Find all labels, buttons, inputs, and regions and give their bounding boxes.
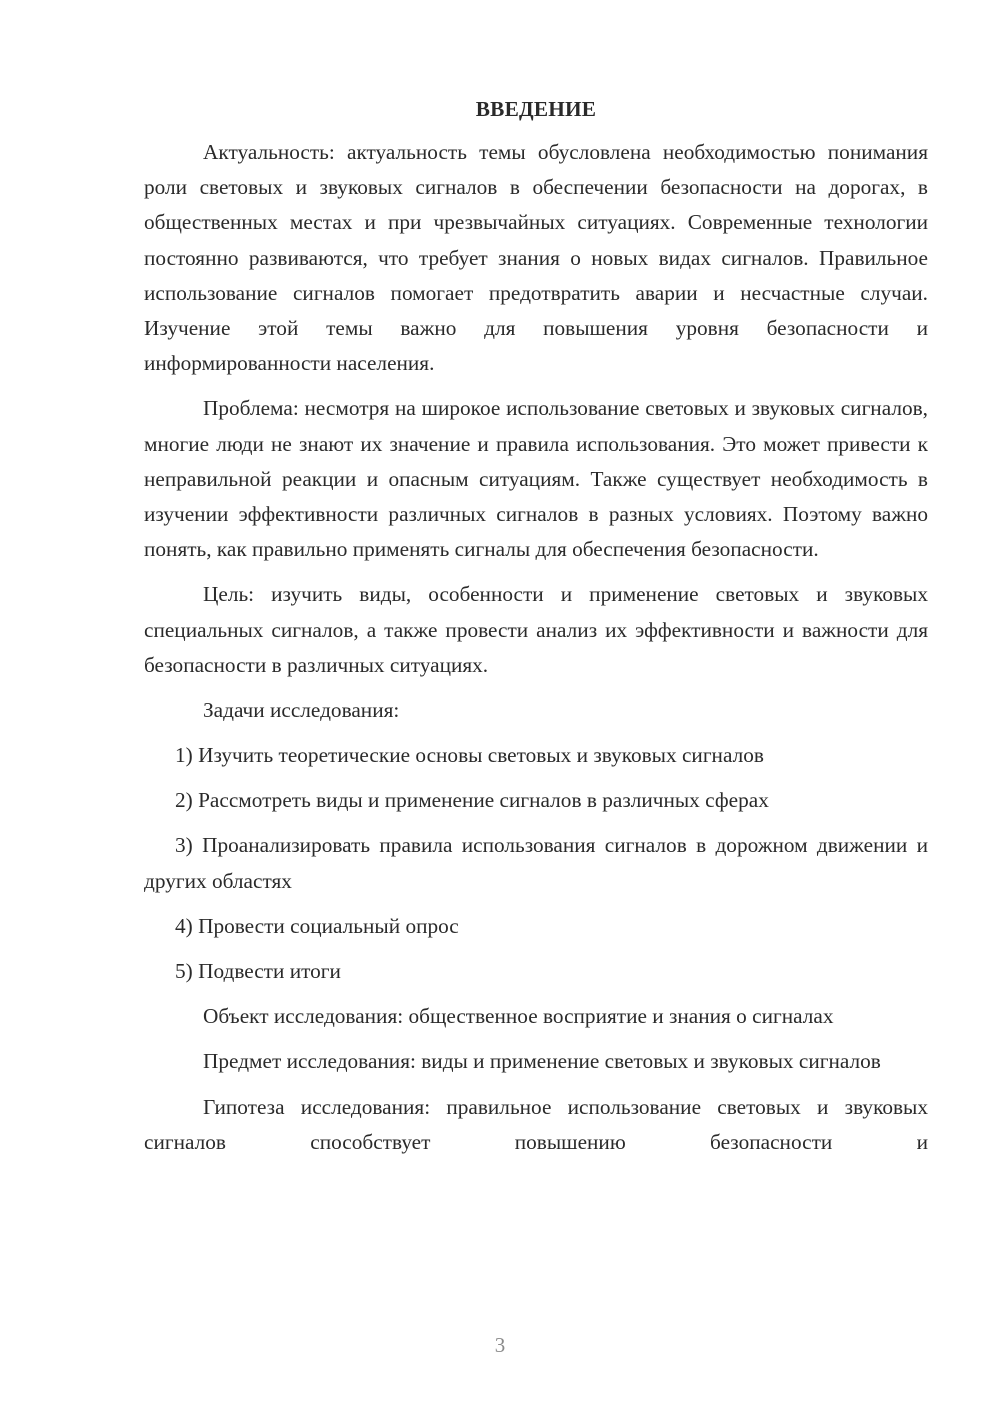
problem-paragraph: Проблема: несмотря на широкое использование световых и звуковых сигналов, многие люди не знают их значение и правила использования. Это может привести к неправильной реакции и опасным ситуациям. Также существует необходимость в изучении эффективности различных сигналов в разных условиях. Поэтому важно понять, как правильно применять сигналы для обеспечения безопасности. (144, 396, 928, 562)
task-item: 2) Рассмотреть виды и применение сигналов в различных сферах (175, 788, 769, 813)
goal-paragraph: Цель: изучить виды, особенности и применение световых и звуковых специальных сигналов, а также провести анализ их эффективности и важности для безопасности в различных ситуациях. (144, 582, 928, 677)
relevance-paragraph: Актуальность: актуальность темы обусловлена необходимостью понимания роли световых и звуковых сигналов в обеспечении безопасности на дорогах, в общественных местах и при чрезвычайных ситуациях. Современные технологии постоянно развиваются, что требует знания о новых видах сигналов. Правильное использование сигналов помогает предотвратить аварии и несчастные случаи. Изучение этой темы важно для повышения уровня безопасности и информированности населения. (144, 140, 928, 376)
document-page (144, 92, 928, 1170)
object-paragraph: Объект исследования: общественное восприятие и знания о сигналах (203, 1004, 834, 1029)
tasks-list (144, 738, 928, 989)
task-item: 1) Изучить теоретические основы световых и звуковых сигналов (175, 743, 764, 768)
hypothesis-paragraph: Гипотеза исследования: правильное использование световых и звуковых сигналов способствует повышению безопасности и (144, 1094, 928, 1154)
tasks-heading: Задачи исследования: (203, 698, 400, 723)
document-title: ВВЕДЕНИЕ (475, 97, 597, 121)
subject-paragraph: Предмет исследования: виды и применение световых и звуковых сигналов (203, 1049, 881, 1074)
task-item: 4) Провести социальный опрос (175, 913, 459, 938)
task-item: 5) Подвести итоги (175, 959, 341, 984)
task-item: 3) Проанализировать правила использования сигналов в дорожном движении и других областях (144, 833, 928, 893)
page-number: 3 (494, 1333, 506, 1357)
